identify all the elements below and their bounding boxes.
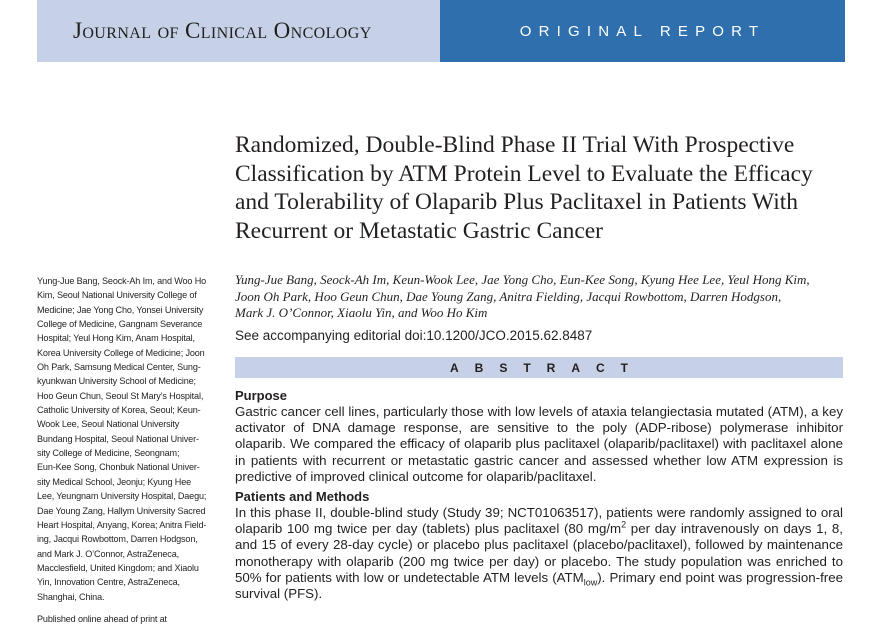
- report-type-panel: [440, 0, 845, 62]
- journal-name-panel: [37, 0, 440, 62]
- abstract-body: [235, 388, 843, 602]
- affiliation-line: sity Medical School, Jeonju; Kyung Hee: [37, 476, 192, 487]
- affiliation-line: Dae Young Zang, Hallym University Sacred: [37, 505, 206, 516]
- methods-text: [235, 505, 843, 602]
- affiliation-line: and Mark J. O’Connor, AstraZeneca,: [37, 548, 179, 559]
- journal-header-banner: [37, 0, 845, 62]
- article-title: [235, 131, 850, 245]
- affiliation-line: ing, Jacqui Rowbottom, Darren Hodgson,: [37, 534, 198, 545]
- affiliation-line: Bundang Hospital, Seoul National Univer-: [37, 433, 199, 444]
- purpose-section: [235, 388, 843, 485]
- methods-heading: Patients and Methods: [235, 489, 370, 505]
- purpose-heading: Purpose: [235, 388, 288, 403]
- published-note: Published online ahead of print at: [37, 613, 167, 624]
- affiliation-line: sity College of Medicine, Seongnam;: [37, 448, 180, 459]
- affiliation-line: Catholic University of Korea, Seoul; Keun-: [37, 405, 201, 416]
- affiliation-line: Hoo Geun Chun, Seoul St Mary’s Hospital,: [37, 390, 204, 401]
- methods-text-part: ). Primary end point was progression-free survival (PFS).: [235, 569, 843, 602]
- affiliations-column: [37, 274, 212, 626]
- affiliation-line: Macclesfield, United Kingdom; and Xiaolu: [37, 562, 199, 573]
- affiliation-line: Wook Lee, Seoul National University: [37, 419, 180, 430]
- superscript: 2: [621, 519, 627, 530]
- affiliation-line: Shanghai, China.: [37, 591, 105, 602]
- affiliation-line: Yin, Innovation Centre, AstraZeneca,: [37, 577, 180, 588]
- title-line: Recurrent or Metastatic Gastric Cancer: [235, 217, 604, 244]
- author-list: [235, 272, 843, 322]
- methods-text-part: In this phase II, double-blind study (Study 39; NCT01063517), patients were randomly assigned to oral olaparib 100 mg twice per day (tablets) plus paclitaxel (80 mg/m: [235, 505, 843, 537]
- purpose-text: Gastric cancer cell lines, particularly those with low levels of ataxia telangiectasia mutated (ATM), a key activator of DNA damage response, are sensitive to the poly (ADP-ribose) polymerase inhibitor olaparib. We compared the efficacy of olaparib plus paclitaxel (olaparib/paclitaxel) with paclitaxel alone in patients with recurrent or metastatic gastric cancer and assessed whether low ATM expression is predictive of improved clinical outcome for olaparib/paclitaxel.: [235, 404, 843, 484]
- subscript: low: [583, 577, 598, 588]
- affiliation-line: Lee, Yeungnam University Hospital, Daegu;: [37, 491, 207, 502]
- affiliation-line: Heart Hospital, Anyang, Korea; Anitra Field-: [37, 519, 207, 530]
- report-type-label: ORIGINAL REPORT: [519, 22, 766, 40]
- author-line: Yung-Jue Bang, Seock-Ah Im, Keun-Wook Lee, Jae Yong Cho, Eun-Kee Song, Kyung Hee Lee, Yeul Hong Kim,: [235, 272, 810, 287]
- author-line: Mark J. O’Connor, Xiaolu Yin, and Woo Ho Kim: [235, 305, 488, 320]
- affiliation-line: Kim, Seoul National University College of: [37, 290, 197, 301]
- affiliation-line: Medicine; Jae Yong Cho, Yonsei University: [37, 304, 204, 315]
- affiliation-line: Eun-Kee Song, Chonbuk National Univer-: [37, 462, 200, 473]
- affiliations-text: [37, 274, 212, 604]
- affiliation-line: Oh Park, Samsung Medical Center, Sung-: [37, 362, 201, 373]
- author-line: Joon Oh Park, Hoo Geun Chun, Dae Young Zang, Anitra Fielding, Jacqui Rowbottom, Darren Hodgson,: [235, 288, 782, 304]
- editorial-note[interactable]: See accompanying editorial doi:10.1200/JCO.2015.62.8487: [235, 328, 593, 343]
- abstract-header-bar: [235, 357, 843, 378]
- affiliation-line: kyunkwan University School of Medicine;: [37, 376, 196, 387]
- affiliation-line: Korea University College of Medicine; Joon: [37, 347, 205, 358]
- affiliation-line: Hospital; Yeul Hong Kim, Anam Hospital,: [37, 333, 195, 344]
- journal-name: Journal of Clinical Oncology: [73, 18, 372, 43]
- title-line: Randomized, Double-Blind Phase II Trial With Prospective: [235, 132, 795, 158]
- title-line: Classification by ATM Protein Level to Evaluate the Efficacy: [235, 160, 813, 187]
- affiliation-line: College of Medicine, Gangnam Severance: [37, 319, 203, 330]
- affiliation-line: Yung-Jue Bang, Seock-Ah Im, and Woo Ho: [37, 276, 207, 286]
- title-line: and Tolerability of Olaparib Plus Paclitaxel in Patients With: [235, 189, 799, 215]
- methods-text-part: per day intravenously on days 1, 8, and 15 of every 28-day cycle) or placebo plus paclitaxel (placebo/paclitaxel), followed by maintenance monotherapy with olaparib (200 mg twice per day) or placebo. The study population was enriched to 50% for patients with low or undetectable ATM levels (ATM: [235, 521, 843, 585]
- methods-section: [235, 489, 843, 602]
- abstract-label: ABSTRACT: [450, 360, 644, 375]
